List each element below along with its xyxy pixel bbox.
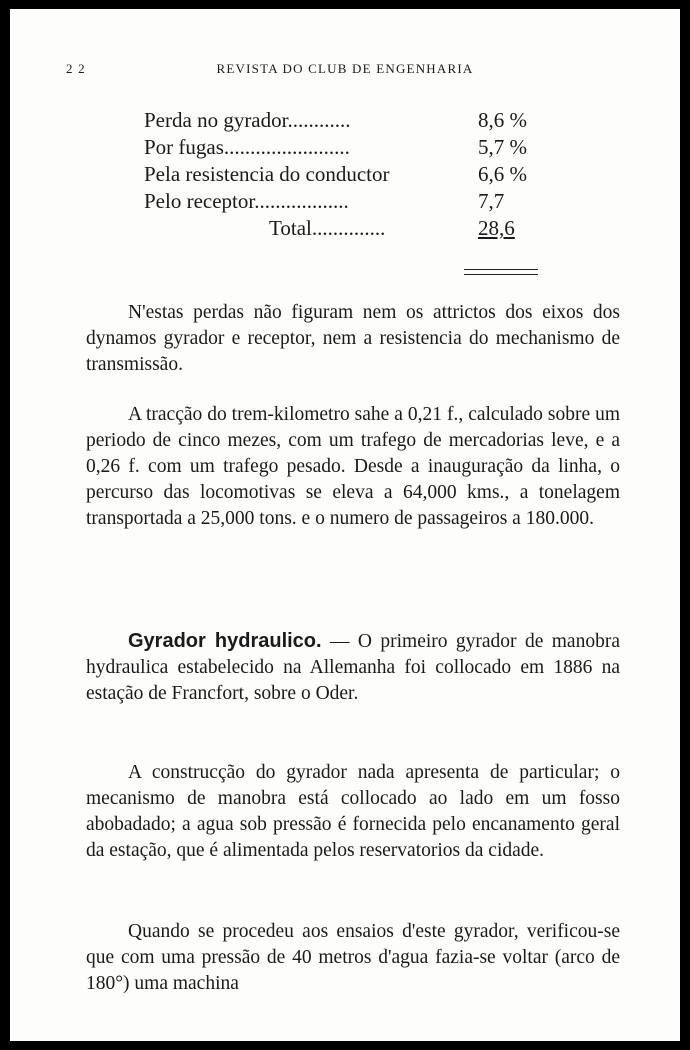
paragraph: Quando se procedeu aos ensaios d'este gyrador, verificou-se que com uma pressão de 40 metros d'agua fazia-se voltar (arco de 180°) uma machina xyxy=(86,921,620,994)
total-double-rule xyxy=(464,269,538,275)
loss-label: Perda no gyrador............ xyxy=(144,108,351,132)
loss-value: 8,6 % xyxy=(478,108,527,132)
loss-row xyxy=(144,188,544,215)
loss-value: 5,7 % xyxy=(478,135,527,159)
paragraph: N'estas perdas não figuram nem os attrictos dos eixos dos dynamos gyrador e receptor, nem a resistencia do mechanismo de transmissão. xyxy=(86,302,620,375)
loss-value: 7,7 xyxy=(478,189,505,213)
loss-label: Pela resistencia do conductor xyxy=(144,162,390,186)
paragraph-text: — O primeiro gyrador de manobra hydraulica estabelecido na Allemanha foi collocado em 1886 na estação de Francfort, sobre o Oder. xyxy=(86,631,620,704)
paragraph: A construcção do gyrador nada apresenta de particular; o mecanismo de manobra está collocado ao lado em um fosso abobadado; a agua sob pressão é fornecida pelo encanamento geral da estação, que é alimentada pelos reservatorios da cidade. xyxy=(86,762,620,861)
loss-table xyxy=(144,107,544,242)
page-header xyxy=(66,61,624,77)
paragraph xyxy=(86,628,620,707)
loss-row xyxy=(144,161,544,188)
section-title: Gyrador hydraulico. xyxy=(128,630,322,652)
total-label: Total.............. xyxy=(269,216,386,240)
loss-value: 6,6 % xyxy=(478,162,527,186)
page-number: 2 2 xyxy=(66,61,86,76)
running-title: REVISTA DO CLUB DE ENGENHARIA xyxy=(216,61,474,76)
total-row xyxy=(144,215,544,242)
book-page xyxy=(10,9,680,1041)
loss-label: Pelo receptor.................. xyxy=(144,189,349,213)
loss-label: Por fugas........................ xyxy=(144,135,350,159)
paragraph: A tracção do trem-kilometro sahe a 0,21 f., calculado sobre um periodo de cinco mezes, com um trafego de mercadorias leve, e a 0,26 f. com um trafego pesado. Desde a inauguração da linha, o percurso das locomotivas se eleva a 64,000 kms., a tonelagem transportada a 25,000 tons. e o numero de passageiros a 180.000. xyxy=(86,404,620,529)
loss-row xyxy=(144,134,544,161)
loss-row xyxy=(144,107,544,134)
total-value: 28,6 xyxy=(478,216,515,240)
